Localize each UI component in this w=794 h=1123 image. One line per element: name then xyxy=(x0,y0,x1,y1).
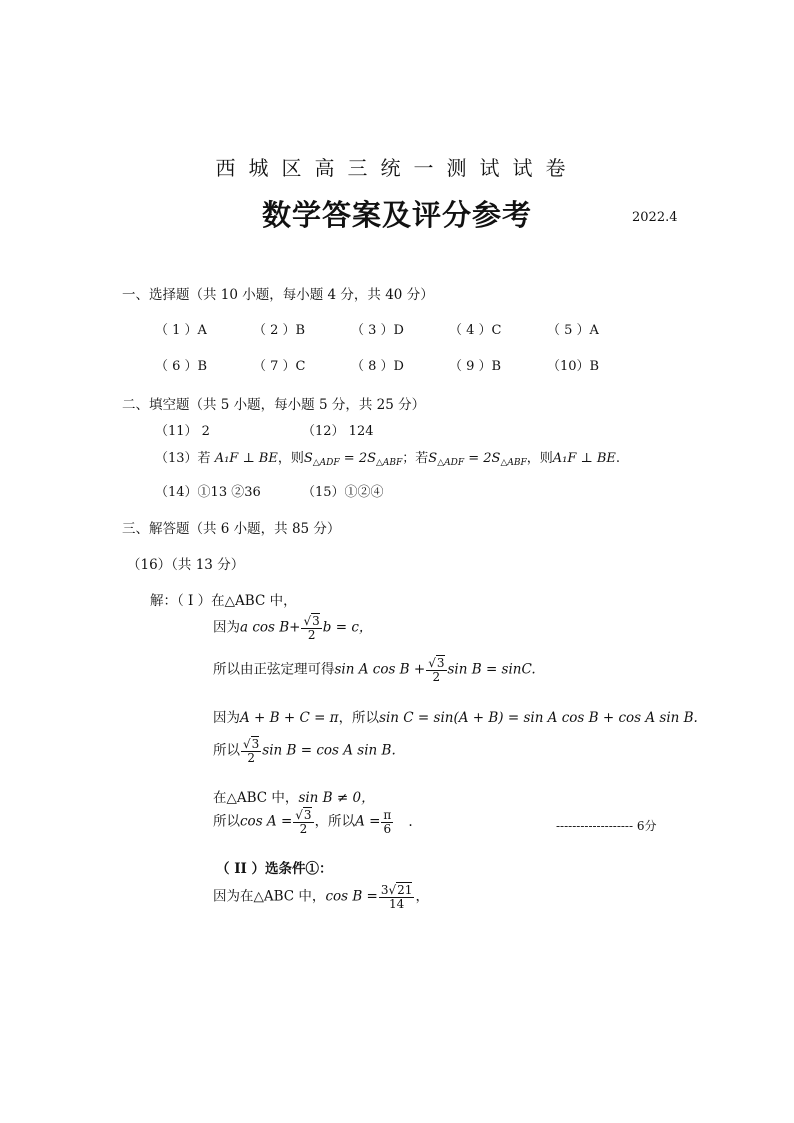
l1-prefix: 因为 xyxy=(213,619,240,636)
q13-eq2-sub-adf: △ADF xyxy=(437,458,465,468)
q16-line-1 xyxy=(213,615,372,641)
q16-part2-heading: （ II ）选条件①： xyxy=(216,861,333,877)
l6-sqrt-value: 3 xyxy=(303,808,312,822)
l3-math-a: A + B + C = π xyxy=(240,710,339,726)
document-subtitle: 数学答案及评分参考 xyxy=(261,198,532,232)
l6-mid: ，所以 xyxy=(314,813,356,830)
answer-12: （12） 124 xyxy=(302,424,374,439)
l6-pi: π xyxy=(383,808,392,822)
q13-eq1-s: S xyxy=(303,451,313,466)
answer-4: （ 4 ）C xyxy=(449,323,502,338)
l7-prefix: 因为在△ABC 中， xyxy=(213,888,326,905)
document-date: 2022.4 xyxy=(632,210,678,225)
l1-math-b: b = c， xyxy=(322,619,373,636)
l1-denominator: 2 xyxy=(307,627,316,642)
q16-line-5 xyxy=(213,786,375,806)
answer-13 xyxy=(155,447,620,468)
l4-denominator: 2 xyxy=(247,750,255,765)
q16-line-7 xyxy=(213,884,429,910)
document-title: 西城区高三统一测试试卷 xyxy=(215,156,579,180)
q13-eq1-sub-abf: △ABF xyxy=(376,458,403,468)
sqrt3-over-2-fraction: $\frac{√3}{2}$ xyxy=(243,737,260,765)
l7-math: cos B = xyxy=(325,888,378,905)
q16-heading: （16）（共 13 分） xyxy=(127,557,245,573)
cosb-fraction: $\frac{3√21}{14}$ xyxy=(380,883,413,911)
answer-9: （ 9 ）B xyxy=(449,359,502,374)
l3-math-b: sin C = sin(A + B) = sin A cos B + cos A sin B. xyxy=(379,710,698,726)
l4-sqrt-value: 3 xyxy=(251,737,260,751)
section1-heading: 一、选择题（共 10 小题，每小题 4 分，共 40 分） xyxy=(122,287,434,303)
l4-prefix: 所以 xyxy=(213,742,240,759)
pi-over-6-fraction xyxy=(381,809,393,835)
l2-prefix: 所以由正弦定理可得 xyxy=(213,661,335,678)
q13-then-2: ，则 xyxy=(526,451,553,466)
answer-6: （ 6 ）B xyxy=(155,359,208,374)
l3-prefix: 因为 xyxy=(213,710,240,726)
l2-sqrt-value: 3 xyxy=(436,656,445,670)
l6-denominator: 2 xyxy=(299,821,308,836)
q13-separator: ；若 xyxy=(402,451,429,466)
answer-3: （ 3 ）D xyxy=(351,323,404,338)
q13-condition-2: A₁F ⊥ BE xyxy=(552,451,616,466)
q13-eq2-sub-abf: △ABF xyxy=(500,458,527,468)
q13-eq2-s: S xyxy=(428,451,438,466)
score-note: ------------------- 6分 xyxy=(556,819,657,833)
q16-part1-intro: 解：（ I ）在△ABC 中， xyxy=(150,593,297,609)
l2-math-a: sin A cos B + xyxy=(334,661,426,678)
sqrt3-over-2-fraction: $\frac{√3}{2}$ xyxy=(295,808,312,836)
answer-11: （11） 2 xyxy=(155,424,210,439)
sqrt3-over-2-fraction: $\frac{√3}{2}$ xyxy=(303,614,320,642)
answer-1: （ 1 ）A xyxy=(155,323,207,338)
l1-sqrt-value: 3 xyxy=(312,614,320,628)
l3-mid: ，所以 xyxy=(338,710,380,726)
l5-math: sin B ≠ 0， xyxy=(298,790,375,806)
q16-line-6 xyxy=(213,809,413,835)
l1-math-a: a cos B+ xyxy=(240,619,301,636)
l6-prefix: 所以 xyxy=(213,813,240,830)
l7-num-sqrt: 21 xyxy=(397,883,413,897)
l2-math-b: sin B = sinC. xyxy=(447,661,536,678)
q13-condition-1: A₁F ⊥ BE xyxy=(214,451,278,466)
l6-six: 6 xyxy=(383,821,392,836)
l4-math: sin B = cos A sin B. xyxy=(262,742,396,759)
section3-heading: 三、解答题（共 6 小题，共 85 分） xyxy=(122,521,341,537)
l6-end: . xyxy=(408,813,413,830)
answer-14: （14）①13 ②36 xyxy=(155,485,261,500)
answer-8: （ 8 ）D xyxy=(351,359,404,374)
l6-math-a: cos A = xyxy=(240,813,293,830)
section2-heading: 二、填空题（共 5 小题，每小题 5 分，共 25 分） xyxy=(122,397,426,413)
q13-label: （13）若 xyxy=(155,451,211,466)
l7-num-coef: 3 xyxy=(380,883,389,897)
q13-end: . xyxy=(615,451,621,466)
l7-denominator: 14 xyxy=(389,896,405,911)
q16-line-2 xyxy=(213,657,536,683)
q16-line-4 xyxy=(213,738,396,764)
l5-prefix: 在△ABC 中， xyxy=(213,790,299,806)
answer-15: （15）①②④ xyxy=(302,485,384,500)
q13-eq1-mid: = 2S xyxy=(339,451,376,466)
answer-10: （10）B xyxy=(547,359,600,374)
answer-7: （ 7 ）C xyxy=(253,359,306,374)
q13-eq2-mid: = 2S xyxy=(464,451,501,466)
q16-line-3 xyxy=(213,706,698,726)
q13-eq1-sub-adf: △ADF xyxy=(312,458,340,468)
l6-math-b: A = xyxy=(355,813,381,830)
answer-5: （ 5 ）A xyxy=(547,323,599,338)
sqrt3-over-2-fraction: $\frac{√3}{2}$ xyxy=(428,656,445,684)
q13-then-1: ，则 xyxy=(277,451,304,466)
answer-2: （ 2 ）B xyxy=(253,323,306,338)
l7-end: ， xyxy=(415,888,429,905)
l2-denominator: 2 xyxy=(432,669,441,684)
